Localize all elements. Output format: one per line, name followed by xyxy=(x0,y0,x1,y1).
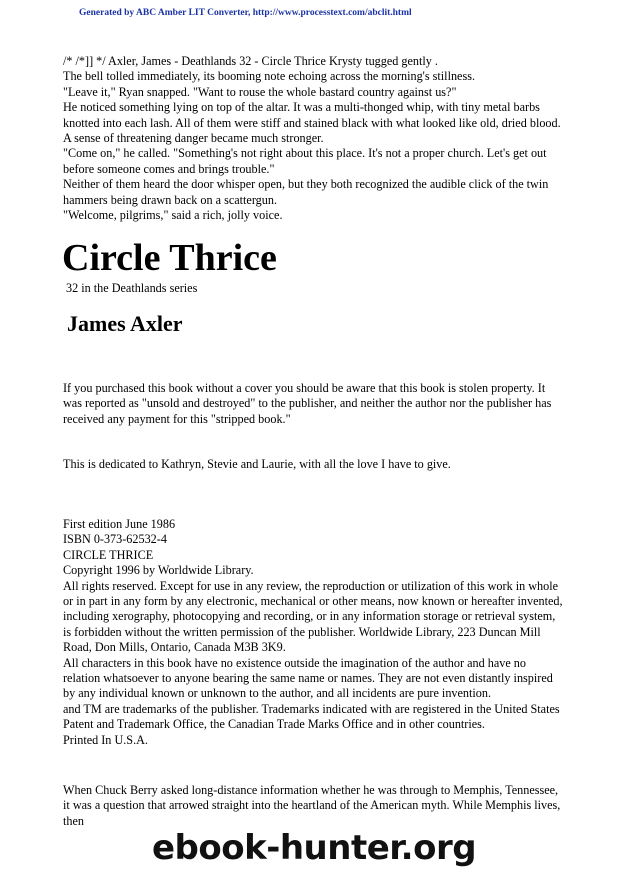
intro-line: "Welcome, pilgrims," said a rich, jolly voice. xyxy=(63,208,283,223)
intro-line: "Come on," he called. "Something's not right about this place. It's not a proper church. Let's get out before someone comes and brings trouble." xyxy=(63,146,547,176)
author-name: James Axler xyxy=(67,311,183,336)
book-title: Circle Thrice xyxy=(62,237,277,279)
copyright-line: Printed In U.S.A. xyxy=(63,732,148,747)
copyright-line: ISBN 0-373-62532-4 xyxy=(63,532,167,547)
copyright-line: CIRCLE THRICE xyxy=(63,547,154,562)
copyright-line: All characters in this book have no existence outside the imagination of the author and have no relation whatsoever to anyone bearing the same name or names. They are not even distantly inspired by any individual known or unknown to the author, and all incidents are pure invention. xyxy=(63,655,553,701)
intro-line: Neither of them heard the door whisper open, but they both recognized the audible click of the twin hammers being drawn back on a scattergun. xyxy=(63,177,549,207)
copyright-line: All rights reserved. Except for use in any review, the reproduction or utilization of this work in whole or in part in any form by any electronic, mechanical or other means, now known or hereafter invented, including xerography, photocopying and recording, or in any information storage or retrieval system, is forbidden without the written permission of the publisher. Worldwide Library, 223 Duncan Mill Road, Don Mills, Ontario, Canada M3B 3K9. xyxy=(63,578,563,655)
site-watermark: ebook-hunter.org xyxy=(152,828,477,868)
converter-header-link[interactable]: Generated by ABC Amber LIT Converter, http://www.processtext.com/abclit.html xyxy=(79,8,412,18)
chapter-opening-text: When Chuck Berry asked long-distance information whether he was through to Memphis, Tennessee, it was a question that arrowed straight into the heartland of the American myth. While Memphis lives, then xyxy=(63,783,561,828)
intro-line: "Leave it," Ryan snapped. "Want to rouse the whole bastard country against us?" xyxy=(63,84,457,99)
stripped-book-warning: If you purchased this book without a cover you should be aware that this book is stolen property. It was reported as "unsold and destroyed" to the publisher, and neither the author nor the publisher has received any payment for this "stripped book." xyxy=(63,381,552,426)
dedication: This is dedicated to Kathryn, Stevie and Laurie, with all the love I have to give. xyxy=(63,457,451,471)
series-subtitle: 32 in the Deathlands series xyxy=(66,281,198,295)
copyright-block xyxy=(63,517,563,748)
intro-line: He noticed something lying on top of the altar. It was a multi-thonged whip, with tiny metal barbs knotted into each lash. All of them were stiff and stained black with what looked like old, dried blood. A sense of threatening danger became much stronger. xyxy=(63,100,561,146)
intro-excerpt xyxy=(63,54,563,223)
copyright-line: First edition June 1986 xyxy=(63,517,176,531)
intro-line: The bell tolled immediately, its booming note echoing across the morning's stillness. xyxy=(63,69,475,84)
copyright-line: and TM are trademarks of the publisher. Trademarks indicated with are registered in the United States Patent and Trademark Office, the Canadian Trade Marks Office and in other countries. xyxy=(63,701,560,732)
intro-line: /* /*]] */ Axler, James - Deathlands 32 - Circle Thrice Krysty tugged gently . xyxy=(63,54,438,68)
copyright-line: Copyright 1996 by Worldwide Library. xyxy=(63,563,254,578)
